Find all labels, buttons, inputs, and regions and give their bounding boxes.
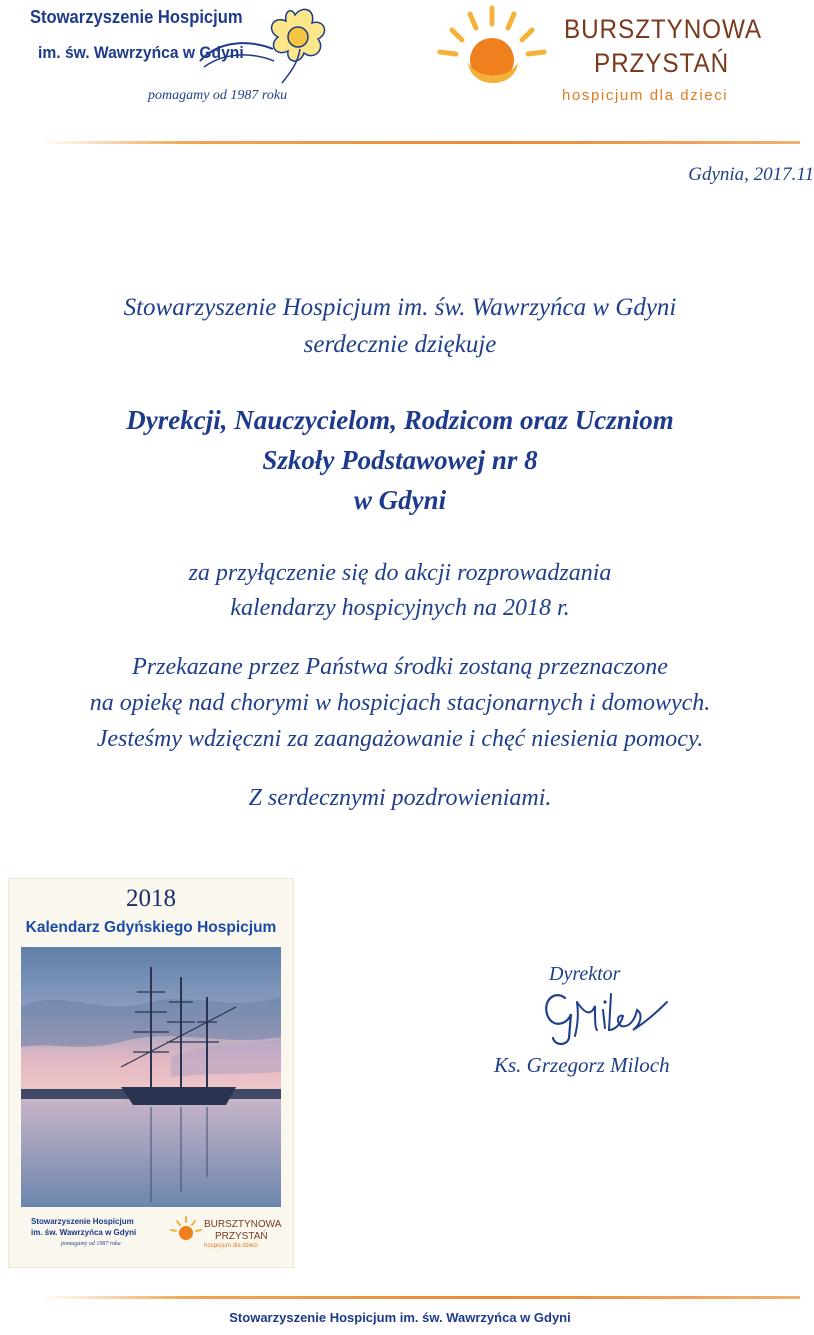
calendar-cover — [8, 878, 294, 1268]
calendar-hospice-logo-tagline: pomagamy od 1987 roku — [61, 1241, 121, 1247]
recipient-line-1: Dyrekcji, Nauczycielom, Rodzicom oraz Uczniom — [126, 405, 674, 435]
calendar-children-logo-line2: PRZYSTAŃ — [215, 1231, 268, 1242]
recipient-line-3: w Gdyni — [353, 485, 447, 515]
sun-icon — [430, 2, 550, 102]
closing-line: Z serdecznymi pozdrowieniami. — [248, 785, 552, 811]
calendar-hospice-logo-line1: Stowarzyszenie Hospicjum — [31, 1217, 134, 1226]
tall-ship-photo — [21, 947, 281, 1207]
intro-line-1: Stowarzyszenie Hospicjum im. św. Wawrzyńca w Gdyni — [123, 294, 677, 321]
intro-line-2: serdecznie dziękuje — [303, 331, 497, 358]
children-hospice-logo-line2: PRZYSTAŃ — [594, 48, 730, 78]
handwritten-signature — [525, 980, 695, 1050]
reason-line-2: kalendarzy hospicyjnych na 2018 r. — [230, 595, 570, 621]
letter-date: Gdynia, 2017.11 — [688, 164, 814, 185]
calendar-title: Kalendarz Gdyńskiego Hospicjum — [25, 919, 277, 936]
calendar-children-logo-line1: BURSZTYNOWA — [204, 1219, 282, 1230]
footer-divider — [40, 1296, 800, 1299]
calendar-children-logo-tagline: hospicjum dla dzieci — [204, 1243, 258, 1249]
footer-text: Stowarzyszenie Hospicjum im. św. Wawrzyńca w Gdyni — [229, 1310, 571, 1325]
hospice-logo-line2: im. św. Wawrzyńca w Gdyni — [38, 43, 244, 62]
children-hospice-logo-tagline: hospicjum dla dzieci — [562, 87, 729, 104]
body-line-3: Jesteśmy wdzięczni za zaangażowanie i chęć niesienia pomocy. — [96, 726, 704, 752]
calendar-year: 2018 — [126, 885, 176, 912]
recipient-line-2: Szkoły Podstawowej nr 8 — [262, 445, 538, 475]
children-hospice-logo-line1: BURSZTYNOWA — [564, 14, 762, 44]
reason-line-1: za przyłączenie się do akcji rozprowadzania — [188, 560, 612, 586]
daffodil-icon — [260, 5, 330, 85]
body-line-2: na opiekę nad chorymi w hospicjach stacjonarnych i domowych. — [89, 690, 711, 716]
hospice-logo-line1: Stowarzyszenie Hospicjum — [30, 7, 243, 27]
children-hospice-logo — [430, 2, 790, 112]
hospice-logo — [30, 5, 330, 120]
hospice-logo-tagline: pomagamy od 1987 roku — [148, 88, 288, 103]
body-line-1: Przekazane przez Państwa środki zostaną przeznaczone — [132, 654, 668, 680]
signatory-name: Ks. Grzegorz Miloch — [494, 1053, 670, 1077]
header-divider — [40, 141, 800, 144]
signatory-role: Dyrektor — [549, 963, 621, 985]
calendar-sun-icon — [169, 1215, 203, 1245]
calendar-hospice-logo-line2: im. św. Wawrzyńca w Gdyni — [31, 1228, 137, 1237]
